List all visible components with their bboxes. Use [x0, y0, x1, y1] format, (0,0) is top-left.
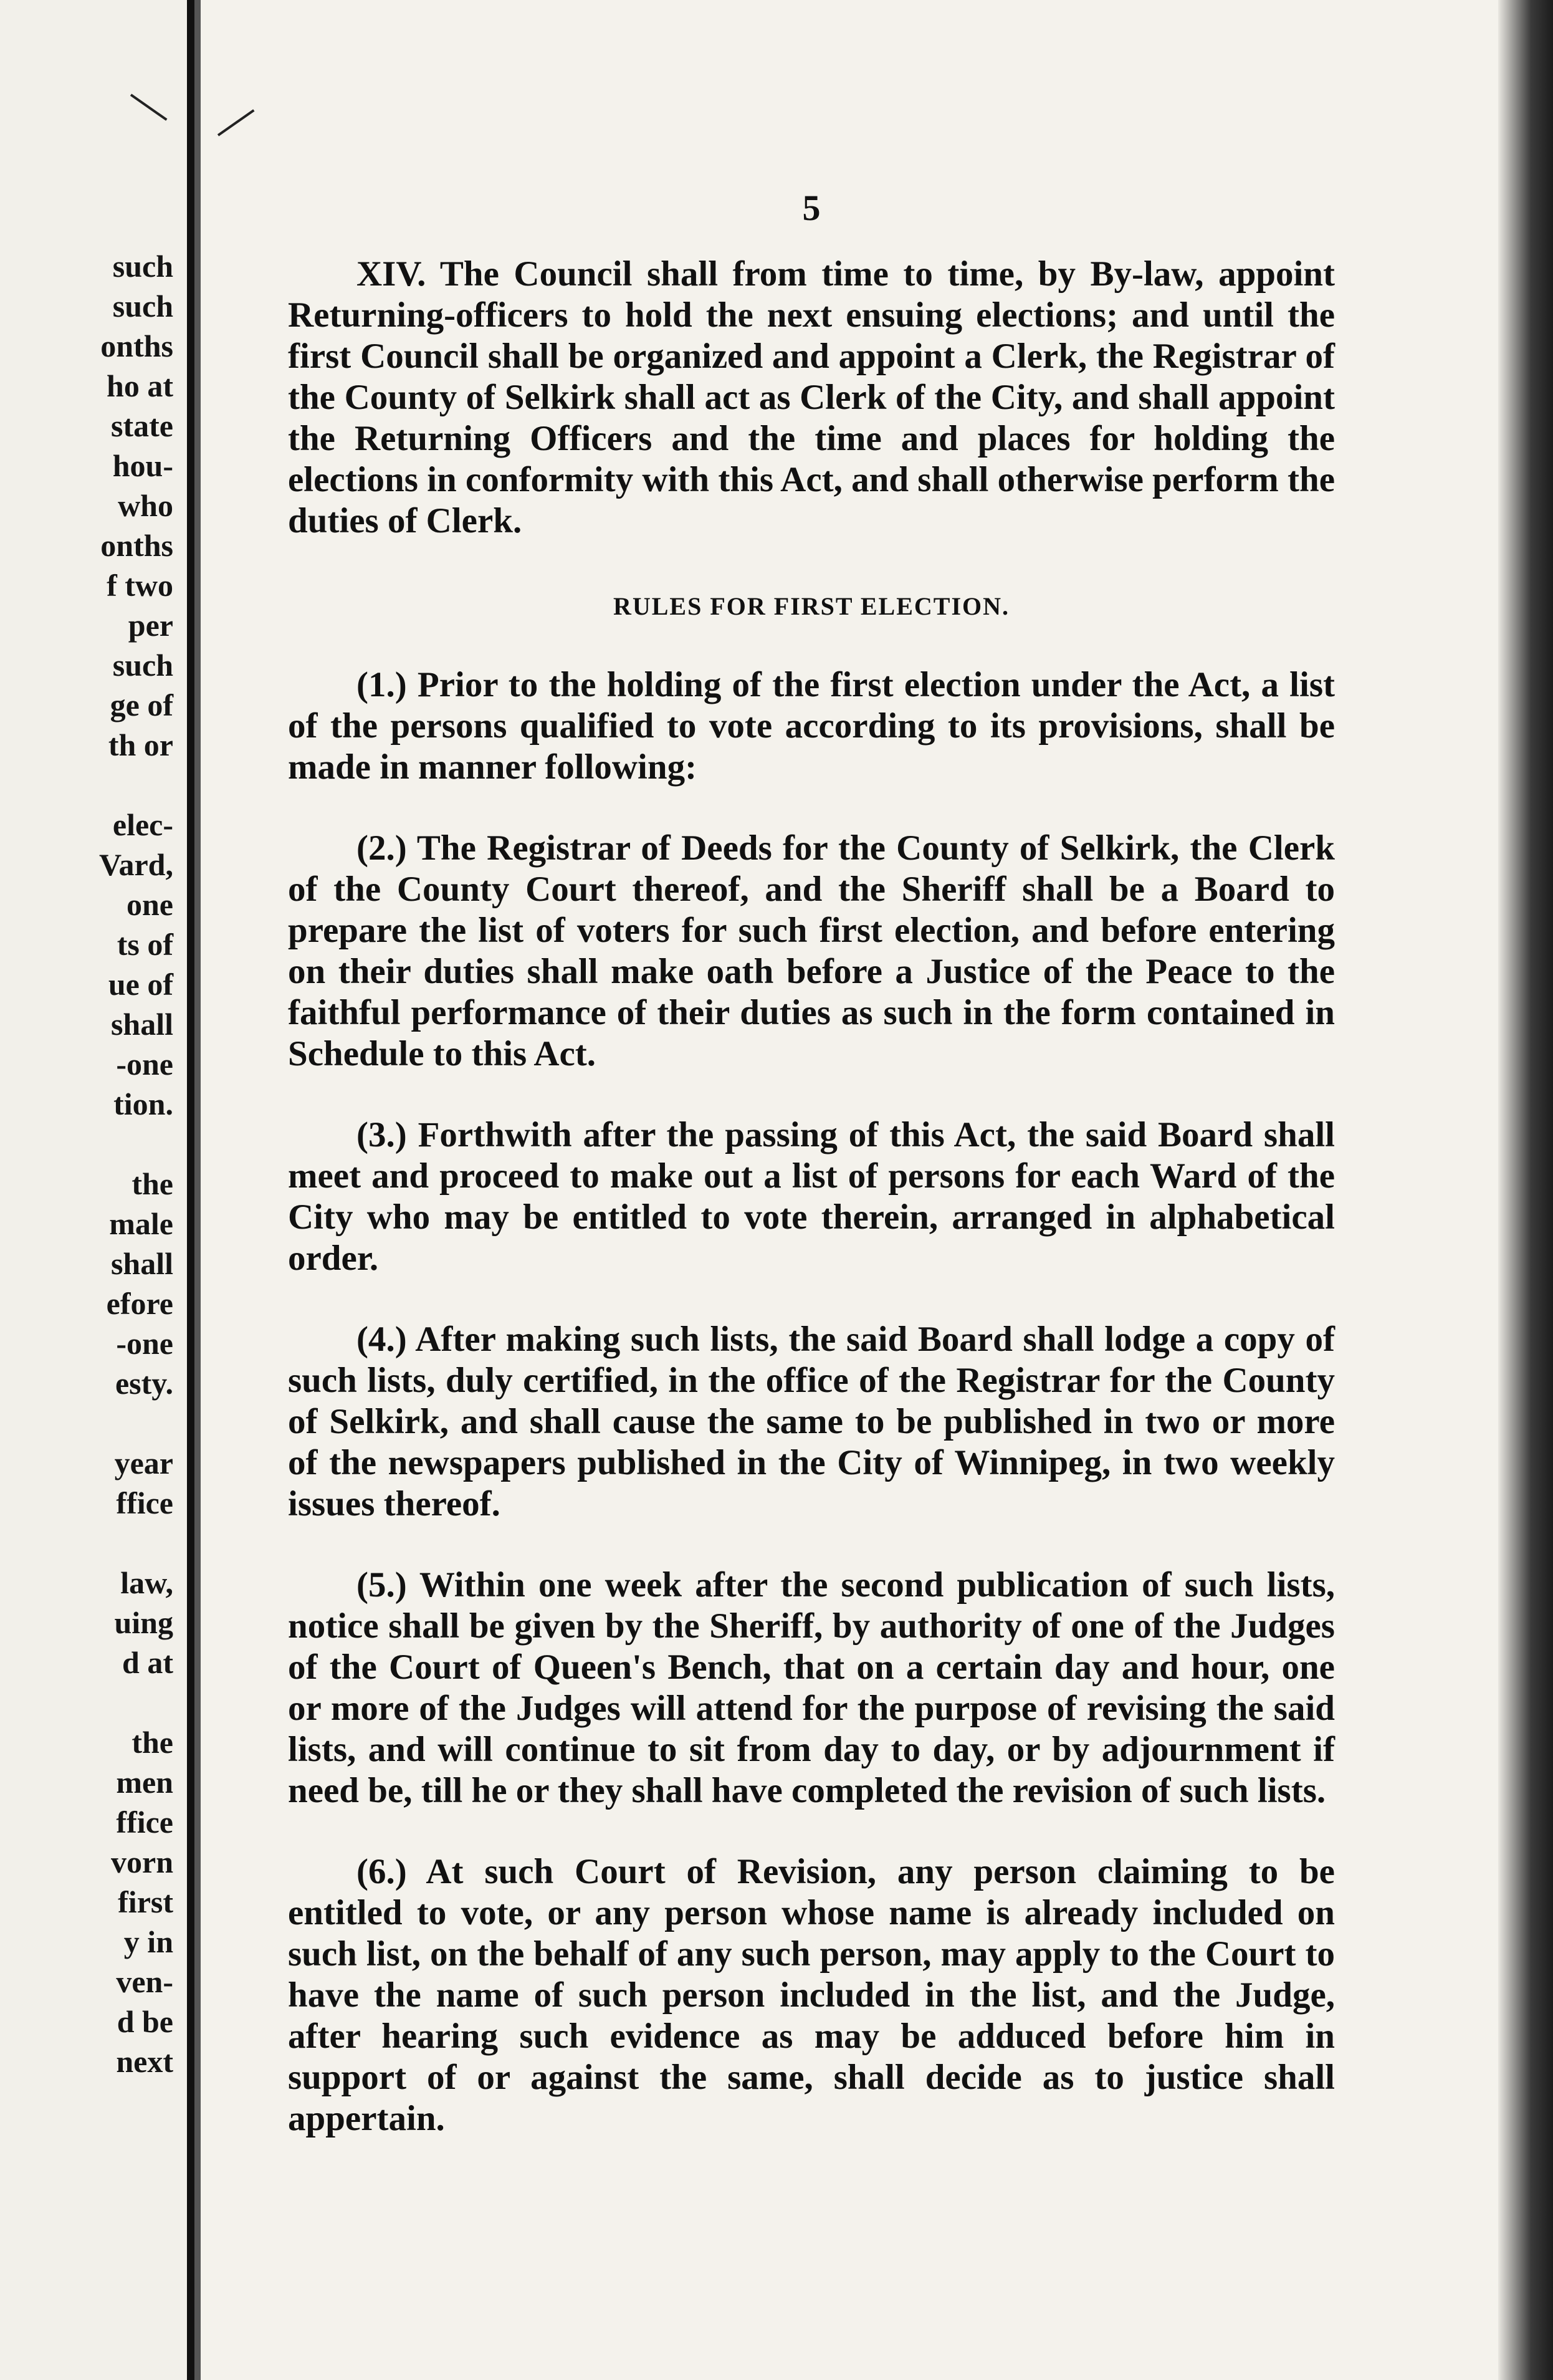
left-page-line: elec- [112, 807, 173, 842]
left-page-line: Vard, [98, 847, 173, 882]
left-page-line: ts of [117, 927, 173, 962]
left-page-line: the [131, 1725, 173, 1760]
left-page-line: men [116, 1765, 173, 1800]
line-gap [11, 1403, 173, 1443]
left-page-line: ffice [116, 1805, 173, 1840]
left-page-line: such [112, 289, 173, 324]
left-page-line: ue of [108, 967, 173, 1002]
left-page-line: the [131, 1166, 173, 1201]
rule-paragraph: (6.) At such Court of Revision, any person claiming to be entitled to vote, or any person whose name is already included on such list, on the behalf of any such person, may apply to the Court to have the name of such person included in the list, and the Judge, after hearing such evidence as may be adduced before him in support of or against the same, shall decide as to justice shall appertain. [288, 1852, 1335, 2138]
left-page-line: ffice [116, 1485, 173, 1520]
left-page-line: hou- [112, 448, 173, 483]
left-page-line: first [118, 1884, 173, 1919]
left-page-line: ge of [110, 688, 173, 722]
left-page-line: d at [122, 1645, 173, 1680]
left-page-line: shall [110, 1246, 173, 1281]
rule-paragraph: (2.) The Registrar of Deeds for the County of Selkirk, the Clerk of the County Court thereof, and the Sheriff shall be a Board to prepare the list of voters for such first election, and before entering on their duties shall make oath before a Justice of the Peace to the faithful performance of their duties as such in the form contained in Schedule to this Act. [288, 828, 1335, 1073]
section-heading: RULES FOR FIRST ELECTION. [613, 592, 1010, 620]
left-page-line: uing [114, 1605, 173, 1640]
section-xiv-paragraph: XIV. The Council shall from time to time, by By-law, appoint Returning-officers to hold the next ensuing elections; and until the first Council shall be organized and appoint a Clerk, the Registrar of the County of Selkirk shall act as Clerk of the City, and shall appoint the Returning Officers and the time and places for holding the elections in conformity with this Act, and shall otherwise perform the duties of Clerk. [288, 254, 1335, 540]
book-gutter-shadow [194, 0, 201, 2380]
left-page-line: f two [107, 568, 173, 603]
left-page-line: d be [117, 2004, 173, 2039]
left-page-line: -one [116, 1326, 173, 1361]
left-page-line: onths [100, 528, 173, 563]
rule-paragraph: (5.) Within one week after the second publication of such lists, notice shall be given by the Sheriff, by authority of one of the Judges of the Court of Queen's Bench, that on a certain day and hour, one or more of the Judges will attend for the purpose of revising the said lists, and will continue to sit from day to day, or by adjournment if need be, till he or they shall have completed the revision of such lists. [288, 1565, 1335, 1810]
left-page-line: next [116, 2044, 173, 2079]
line-gap [11, 1682, 173, 1722]
left-page-line: state [111, 408, 173, 443]
page-edge-shadow [1498, 0, 1553, 2380]
left-page-line: efore [106, 1286, 173, 1321]
left-page-line: th or [108, 727, 173, 762]
left-page-line: vorn [111, 1845, 173, 1879]
left-page-line: per [128, 608, 173, 643]
rule-paragraph: (4.) After making such lists, the said Board shall lodge a copy of such lists, duly certified, in the office of the Registrar for the County of Selkirk, and shall cause the same to be published in two or more of the newspapers published in the City of Winnipeg, in two weekly issues thereof. [288, 1320, 1335, 1523]
left-page-line: onths [100, 329, 173, 363]
margin-mark [217, 109, 255, 136]
margin-mark [130, 94, 168, 120]
left-page-line: shall [110, 1007, 173, 1042]
left-page-line: tion. [113, 1087, 173, 1121]
line-gap [11, 1523, 173, 1563]
left-facing-page [0, 0, 187, 2380]
left-page-text-fragment [11, 246, 173, 2081]
left-page-line: such [112, 648, 173, 683]
left-page-line: y in [123, 1924, 173, 1959]
left-page-line: esty. [115, 1366, 173, 1401]
book-gutter [187, 0, 194, 2380]
left-page-line: law, [120, 1565, 173, 1600]
left-page-line: ven- [116, 1964, 173, 1999]
rule-paragraph: (1.) Prior to the holding of the first election under the Act, a list of the persons qualified to vote according to its provisions, shall be made in manner following: [288, 665, 1335, 787]
main-page [288, 187, 1335, 2139]
left-page-line: year [114, 1446, 173, 1480]
left-page-line: one [127, 887, 173, 922]
rule-paragraph: (3.) Forthwith after the passing of this Act, the said Board shall meet and proceed to make out a list of persons for each Ward of the City who may be entitled to vote therein, arranged in alphabetical order. [288, 1115, 1335, 1278]
left-page-line: who [118, 488, 173, 523]
page-number: 5 [802, 188, 821, 228]
left-page-line: -one [116, 1047, 173, 1082]
line-gap [11, 765, 173, 805]
left-page-line: such [112, 249, 173, 284]
line-gap [11, 1124, 173, 1164]
left-page-line: ho at [107, 368, 173, 403]
left-page-line: male [109, 1206, 173, 1241]
